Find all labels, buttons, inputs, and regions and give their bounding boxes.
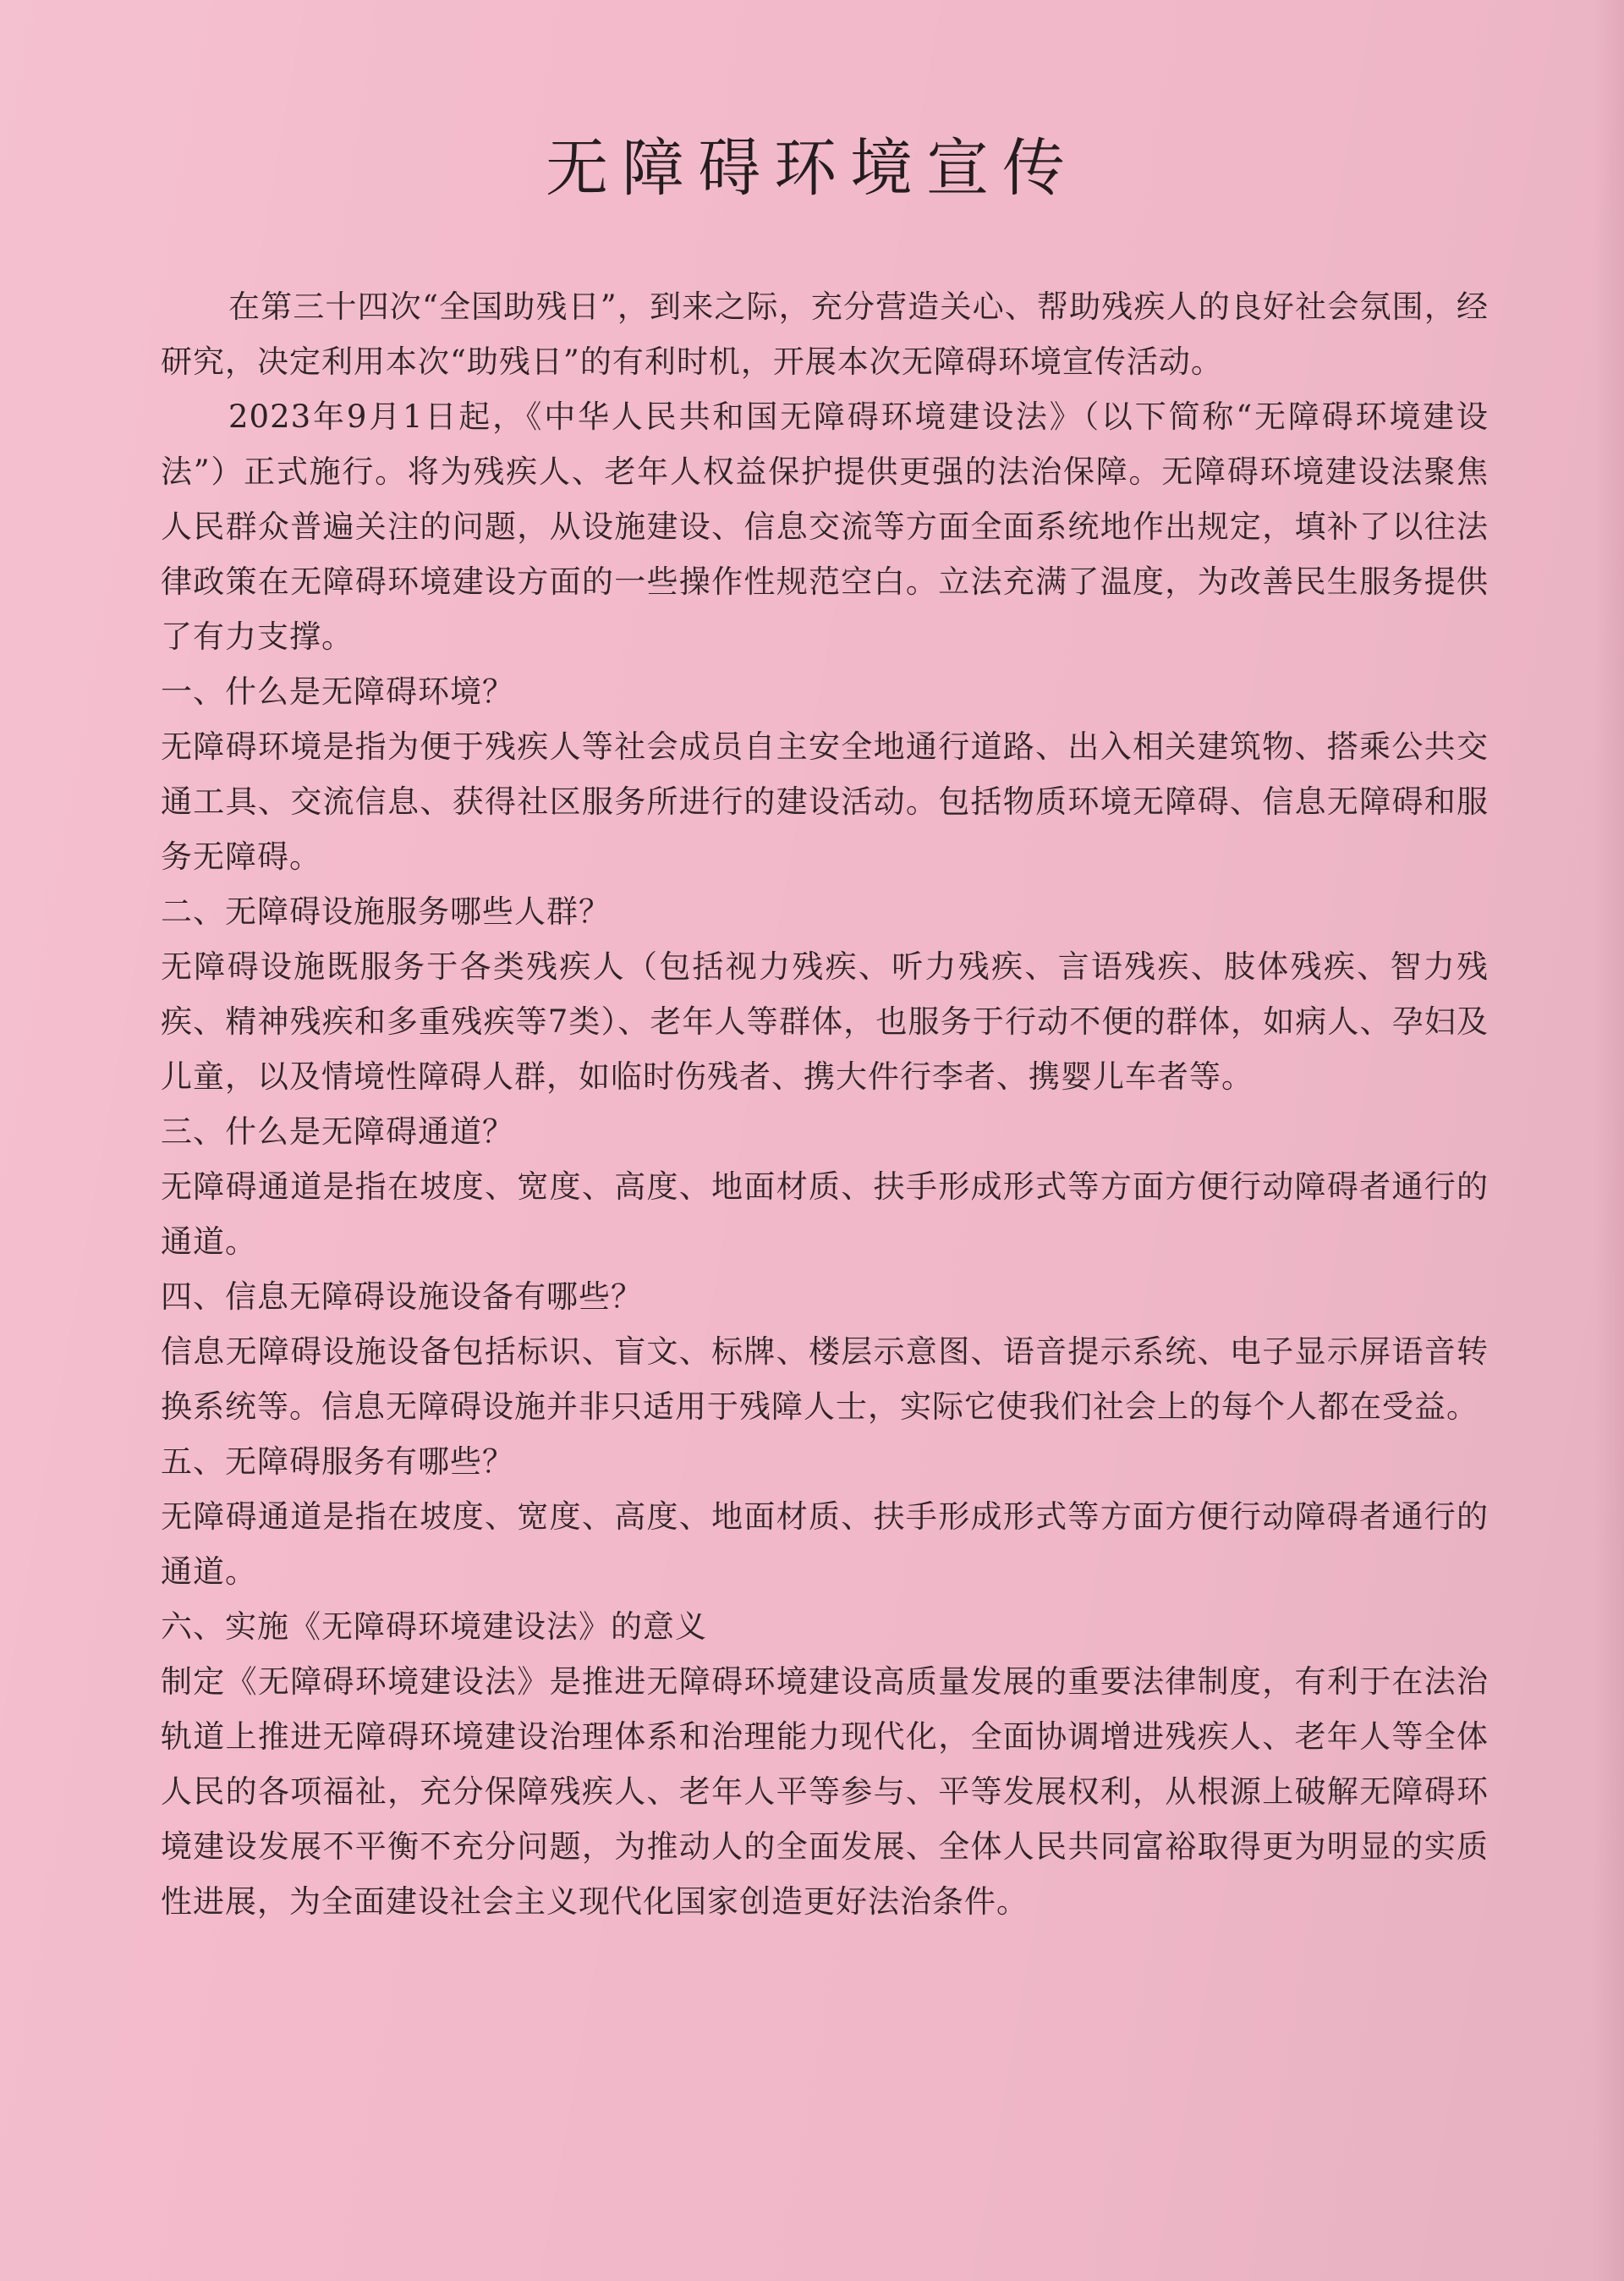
section-body-4: 信息无障碍设施设备包括标识、盲文、标牌、楼层示意图、语音提示系统、电子显示屏语音转换系统等。信息无障碍设施并非只适用于残障人士，实际它使我们社会上的每个人都在受益。 bbox=[161, 1333, 1489, 1425]
section-body-1: 无障碍环境是指为便于残疾人等社会成员自主安全地通行道路、出入相关建筑物、搭乘公共交通工具、交流信息、获得社区服务所进行的建设活动。包括物质环境无障碍、信息无障碍和服务无障碍。 bbox=[161, 728, 1489, 875]
document-body bbox=[161, 279, 1489, 1929]
intro-paragraph-1: 在第三十四次“全国助残日”，到来之际，充分营造关心、帮助残疾人的良好社会氛围，经研究，决定利用本次“助残日”的有利时机，开展本次无障碍环境宣传活动。 bbox=[161, 289, 1489, 380]
document-title: 无障碍环境宣传 bbox=[546, 132, 1078, 205]
intro-paragraph-2: 2023年9月1日起，《中华人民共和国无障碍环境建设法》（以下简称“无障碍环境建设法”）正式施行。将为残疾人、老年人权益保护提供更强的法治保障。无障碍环境建设法聚焦人民群众普遍关注的问题，从设施建设、信息交流等方面全面系统地作出规定，填补了以往法律政策在无障碍环境建设方面的一些操作性规范空白。立法充满了温度，为改善民生服务提供了有力支撑。 bbox=[161, 398, 1489, 655]
section-body-2: 无障碍设施既服务于各类残疾人（包括视力残疾、听力残疾、言语残疾、肢体残疾、智力残疾、精神残疾和多重残疾等7类）、老年人等群体，也服务于行动不便的群体，如病人、孕妇及儿童，以及情境性障碍人群，如临时伤残者、携大件行李者、携婴儿车者等。 bbox=[161, 948, 1489, 1095]
section-body-3: 无障碍通道是指在坡度、宽度、高度、地面材质、扶手形成形式等方面方便行动障碍者通行的通道。 bbox=[161, 1168, 1489, 1260]
section-body-6: 制定《无障碍环境建设法》是推进无障碍环境建设高质量发展的重要法律制度，有利于在法治轨道上推进无障碍环境建设治理体系和治理能力现代化，全面协调增进残疾人、老年人等全体人民的各项福祉，充分保障残疾人、老年人平等参与、平等发展权利，从根源上破解无障碍环境建设发展不平衡不充分问题，为推动人的全面发展、全体人民共同富裕取得更为明显的实质性进展，为全面建设社会主义现代化国家创造更好法治条件。 bbox=[161, 1663, 1489, 1920]
section-heading-4: 四、信息无障碍设施设备有哪些？ bbox=[161, 1278, 643, 1315]
section-heading-2: 二、无障碍设施服务哪些人群？ bbox=[161, 893, 611, 930]
section-heading-1: 一、什么是无障碍环境？ bbox=[161, 673, 514, 710]
paper-shadow-edge bbox=[1594, 0, 1624, 2281]
section-body-5: 无障碍通道是指在坡度、宽度、高度、地面材质、扶手形成形式等方面方便行动障碍者通行的通道。 bbox=[161, 1498, 1489, 1590]
section-heading-5: 五、无障碍服务有哪些？ bbox=[161, 1443, 514, 1480]
section-heading-6: 六、实施《无障碍环境建设法》的意义 bbox=[161, 1608, 707, 1645]
section-heading-3: 三、什么是无障碍通道？ bbox=[161, 1113, 514, 1150]
